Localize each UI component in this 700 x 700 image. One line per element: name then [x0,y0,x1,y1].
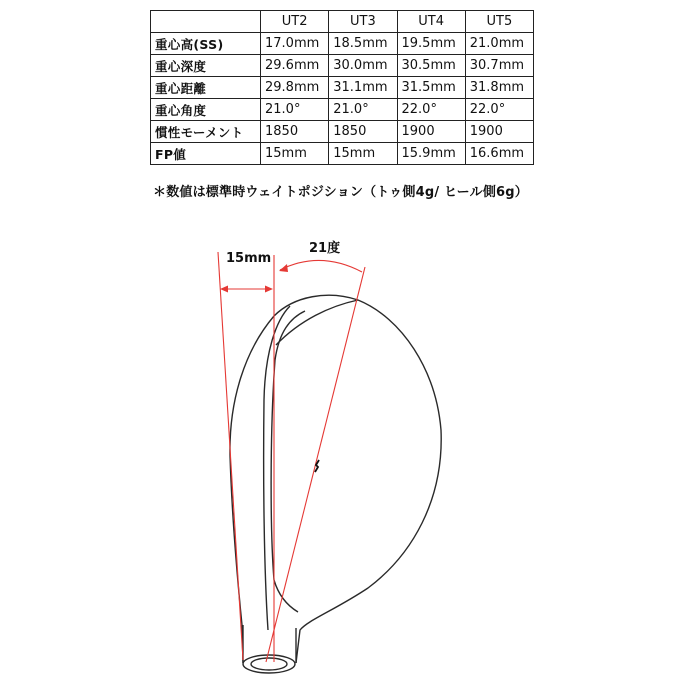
table-cell: 15.9mm [397,143,465,165]
column-header-ut2: UT2 [261,11,329,33]
table-cell: 22.0° [465,99,533,121]
table-cell: 17.0mm [261,33,329,55]
row-label: 重心距離 [151,77,261,99]
hosel-icon [243,655,295,673]
row-label: 重心角度 [151,99,261,121]
column-header-ut3: UT3 [329,11,397,33]
table-cell: 1900 [397,121,465,143]
fp-dimension-label: 15mm [226,251,272,266]
table-cell: 16.6mm [465,143,533,165]
table-cell: 1850 [261,121,329,143]
table-cell: 21.0° [329,99,397,121]
table-cell: 1900 [465,121,533,143]
table-cell: 29.6mm [261,55,329,77]
footnote: ＊数値は標準時ウェイトポジション（トゥ側4g/ ヒール側6g） [153,185,528,200]
head-outer-outline [230,295,441,663]
arc-arrowhead-icon [279,264,288,272]
table-cell: 1850 [329,121,397,143]
column-header-ut4: UT4 [397,11,465,33]
table-cell: 31.8mm [465,77,533,99]
dimension-arrowheads [220,264,288,293]
column-header-ut5: UT5 [465,11,533,33]
table-cell: 29.8mm [261,77,329,99]
hosel-inner-ring [251,658,287,670]
table-cell: 19.5mm [397,33,465,55]
table-cell: 18.5mm [329,33,397,55]
crown-edge-line [271,311,305,612]
row-label: 重心高(SS) [151,33,261,55]
table-cell: 31.1mm [329,77,397,99]
table-cell: 31.5mm [397,77,465,99]
table-cell: 30.0mm [329,55,397,77]
table-cell: 21.0mm [465,33,533,55]
row-label: 重心深度 [151,55,261,77]
table-cell: 30.7mm [465,55,533,77]
head-inner-crease [276,300,358,345]
cg-angle-label: 21度 [309,241,341,256]
table-cell: 22.0° [397,99,465,121]
table-cell: 15mm [261,143,329,165]
angle-arc [280,260,362,272]
table-cell: 30.5mm [397,55,465,77]
arrowhead-left-icon [220,286,228,293]
table-cell: 15mm [329,143,397,165]
row-label: 慣性モーメント [151,121,261,143]
arrowhead-right-icon [265,286,273,293]
shaft-axis-line [218,252,243,660]
table-cell: 21.0° [261,99,329,121]
club-head-outline [230,295,441,663]
row-label: FP値 [151,143,261,165]
